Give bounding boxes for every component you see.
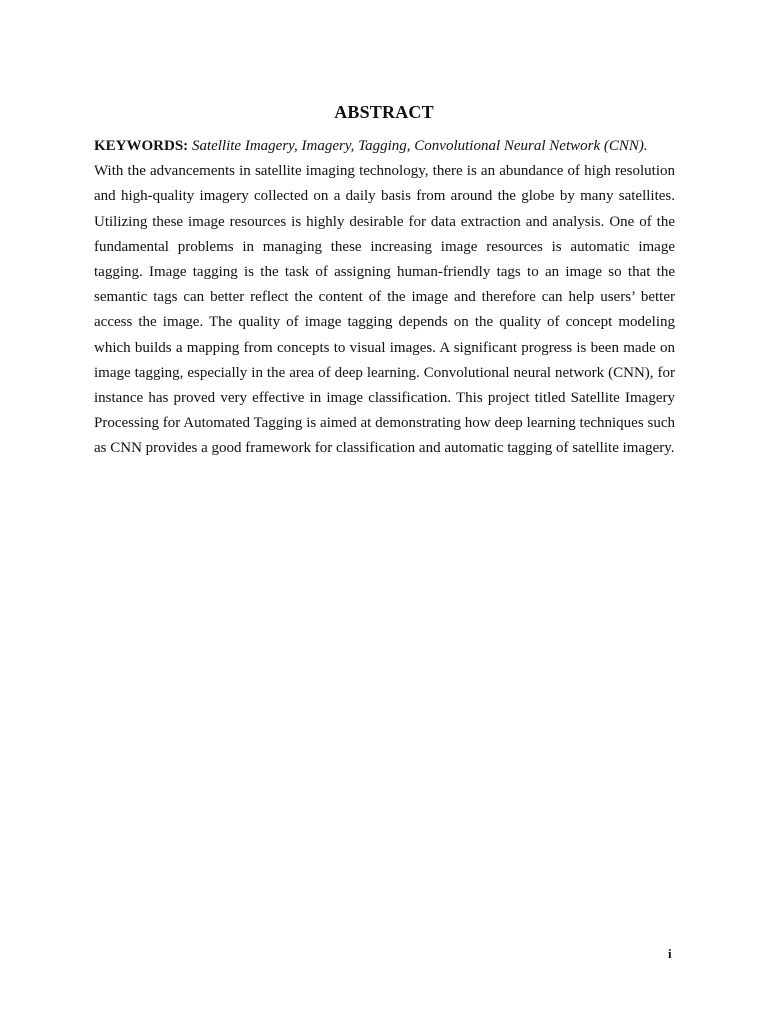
- keywords-list: Satellite Imagery, Imagery, Tagging, Convolutional Neural Network (CNN).: [191, 138, 648, 154]
- page-title: ABSTRACT: [334, 102, 434, 122]
- keywords-label: KEYWORDS:: [94, 138, 189, 154]
- abstract-paragraph: With the advancements in satellite imaging technology, there is an abundance of high resolution and high-quality imagery collected on a daily basis from around the globe by many satellites. Utilizing these image resources is highly desirable for data extraction and analysis. One of the fundamental problems in managing these increasing image resources is automatic image tagging. Image tagging is the task of assigning human-friendly tags to an image so that the semantic tags can better reflect the content of the image and therefore can help users’ better access the image. The quality of image tagging depends on the quality of concept modeling which builds a mapping from concepts to visual images. A significant progress is been made on image tagging, especially in the area of deep learning. Convolutional neural network (CNN), for instance has proved very effective in image classification. This project titled Satellite Imagery Processing for Automated Tagging is aimed at demonstrating how deep learning techniques such as CNN provides a good framework for classification and automatic tagging of satellite imagery.: [94, 163, 675, 457]
- page-number: i: [668, 946, 672, 961]
- keywords-line: [94, 134, 675, 159]
- abstract-content: [94, 134, 675, 462]
